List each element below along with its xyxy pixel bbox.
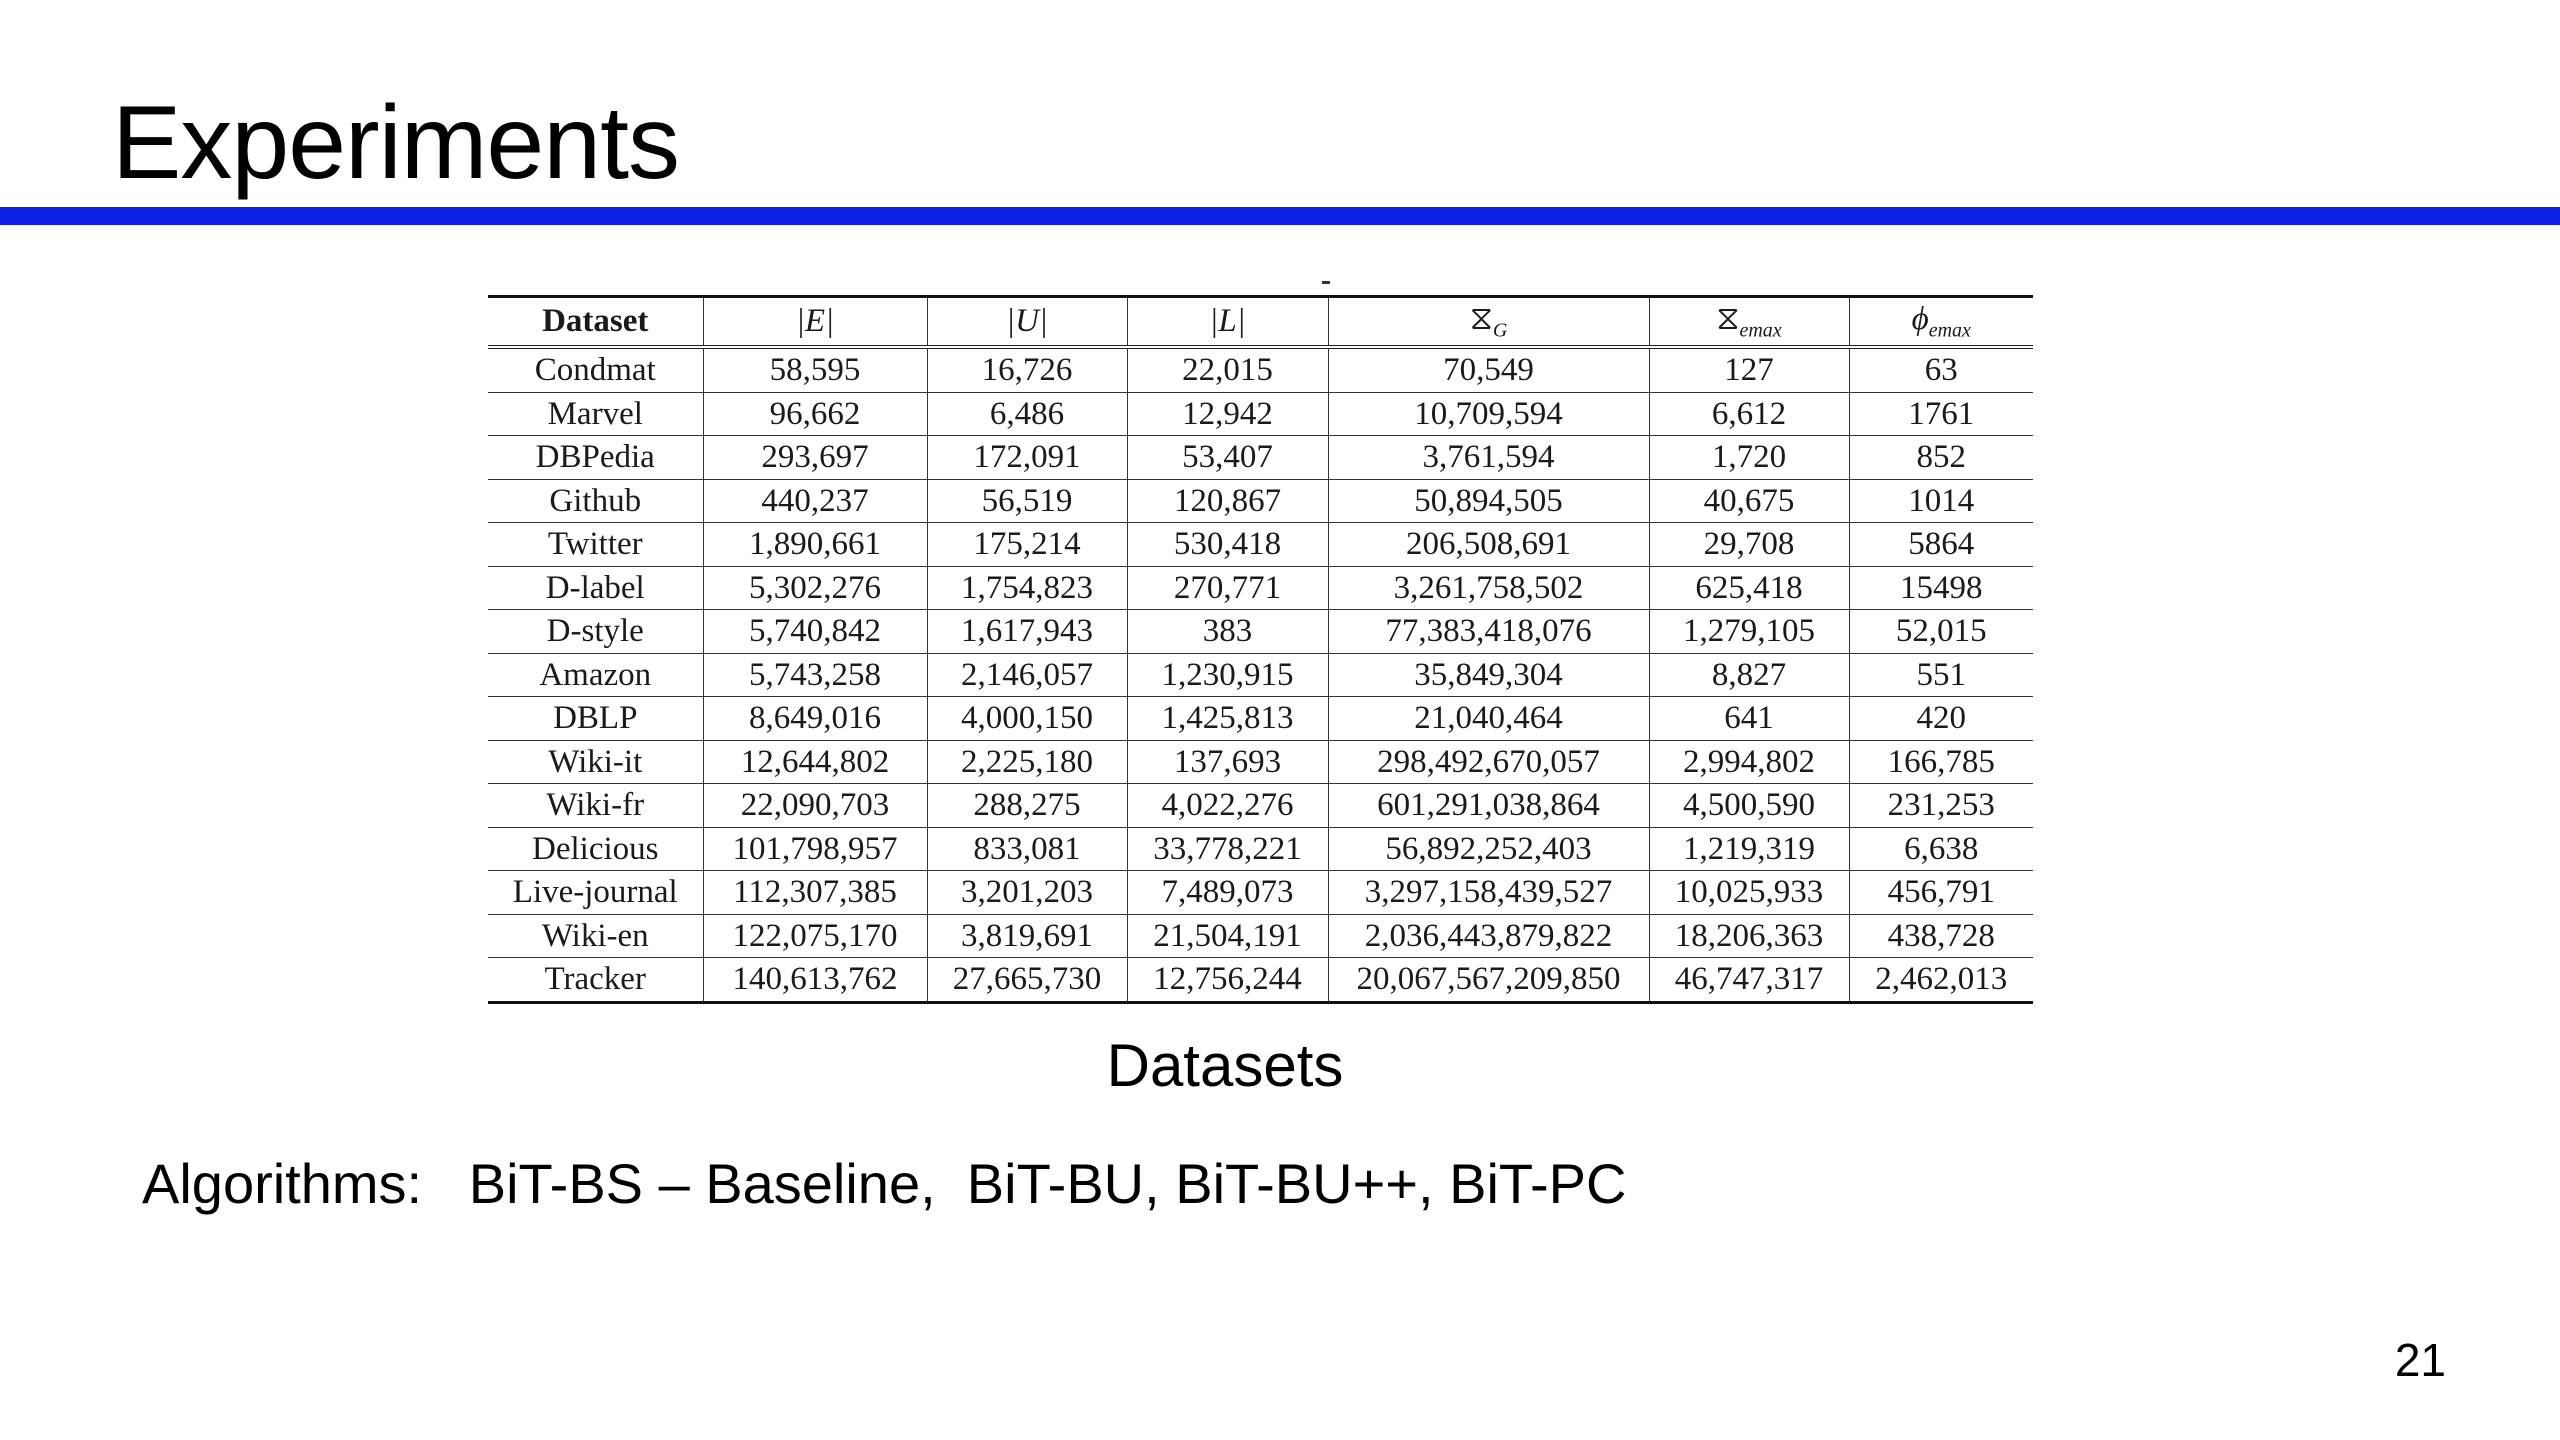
table-row <box>488 436 2033 480</box>
cell-lower-vertices: 137,693 <box>1127 740 1328 784</box>
cell-butterflies-emax: 641 <box>1649 697 1849 741</box>
cell-butterflies-graph: 21,040,464 <box>1328 697 1649 741</box>
table-row <box>488 347 2033 392</box>
cell-lower-vertices: 53,407 <box>1127 436 1328 480</box>
cell-dataset: Twitter <box>488 523 703 567</box>
cell-lower-vertices: 1,425,813 <box>1127 697 1328 741</box>
cell-upper-vertices: 27,665,730 <box>927 958 1127 1003</box>
cell-edges: 122,075,170 <box>703 914 927 958</box>
header-dataset: Dataset <box>488 297 703 348</box>
cell-butterflies-emax: 46,747,317 <box>1649 958 1849 1003</box>
cell-lower-vertices: 383 <box>1127 610 1328 654</box>
cell-upper-vertices: 4,000,150 <box>927 697 1127 741</box>
cell-lower-vertices: 530,418 <box>1127 523 1328 567</box>
cell-lower-vertices: 33,778,221 <box>1127 827 1328 871</box>
cell-edges: 8,649,016 <box>703 697 927 741</box>
cell-lower-vertices: 12,756,244 <box>1127 958 1328 1003</box>
cell-dataset: Amazon <box>488 653 703 697</box>
cell-dataset: Wiki-fr <box>488 784 703 828</box>
cell-upper-vertices: 1,617,943 <box>927 610 1127 654</box>
header-butterflies-emax: $⧖_{emax}$ <box>1649 297 1849 348</box>
cell-butterflies-graph: 3,297,158,439,527 <box>1328 871 1649 915</box>
cell-dataset: Delicious <box>488 827 703 871</box>
table-row <box>488 827 2033 871</box>
cell-phi-emax: 6,638 <box>1849 827 2033 871</box>
cell-lower-vertices: 22,015 <box>1127 347 1328 392</box>
cell-phi-emax: 1761 <box>1849 392 2033 436</box>
cell-dataset: Wiki-en <box>488 914 703 958</box>
cell-dataset: DBPedia <box>488 436 703 480</box>
cell-phi-emax: 456,791 <box>1849 871 2033 915</box>
table-row <box>488 784 2033 828</box>
cell-upper-vertices: 172,091 <box>927 436 1127 480</box>
cell-dataset: Condmat <box>488 347 703 392</box>
cell-lower-vertices: 4,022,276 <box>1127 784 1328 828</box>
cell-butterflies-emax: 8,827 <box>1649 653 1849 697</box>
datasets-table-container <box>488 295 2033 1004</box>
cell-upper-vertices: 16,726 <box>927 347 1127 392</box>
cell-dataset: D-style <box>488 610 703 654</box>
cell-edges: 22,090,703 <box>703 784 927 828</box>
table-row <box>488 914 2033 958</box>
cell-edges: 5,740,842 <box>703 610 927 654</box>
cell-butterflies-emax: 127 <box>1649 347 1849 392</box>
cell-butterflies-emax: 625,418 <box>1649 566 1849 610</box>
cell-butterflies-graph: 50,894,505 <box>1328 479 1649 523</box>
cell-dataset: D-label <box>488 566 703 610</box>
cell-phi-emax: 166,785 <box>1849 740 2033 784</box>
table-row <box>488 523 2033 567</box>
cell-phi-emax: 551 <box>1849 653 2033 697</box>
table-row <box>488 740 2033 784</box>
cell-butterflies-emax: 1,720 <box>1649 436 1849 480</box>
cell-butterflies-emax: 1,219,319 <box>1649 827 1849 871</box>
cell-upper-vertices: 1,754,823 <box>927 566 1127 610</box>
cell-phi-emax: 420 <box>1849 697 2033 741</box>
cell-dataset: Marvel <box>488 392 703 436</box>
table-row <box>488 392 2033 436</box>
header-upper-vertices: |U| <box>927 297 1127 348</box>
cell-lower-vertices: 21,504,191 <box>1127 914 1328 958</box>
cell-lower-vertices: 7,489,073 <box>1127 871 1328 915</box>
cell-edges: 101,798,957 <box>703 827 927 871</box>
cell-butterflies-graph: 3,261,758,502 <box>1328 566 1649 610</box>
cell-phi-emax: 438,728 <box>1849 914 2033 958</box>
cell-butterflies-emax: 10,025,933 <box>1649 871 1849 915</box>
table-top-mark <box>1322 281 1330 284</box>
table-row <box>488 610 2033 654</box>
algorithms-line: Algorithms: BiT-BS – Baseline, BiT-BU, BiT-BU++, BiT-PC <box>142 1152 1627 1215</box>
cell-dataset: DBLP <box>488 697 703 741</box>
cell-phi-emax: 5864 <box>1849 523 2033 567</box>
cell-edges: 140,613,762 <box>703 958 927 1003</box>
cell-upper-vertices: 3,819,691 <box>927 914 1127 958</box>
cell-edges: 440,237 <box>703 479 927 523</box>
cell-butterflies-emax: 4,500,590 <box>1649 784 1849 828</box>
cell-edges: 5,743,258 <box>703 653 927 697</box>
cell-butterflies-graph: 298,492,670,057 <box>1328 740 1649 784</box>
cell-butterflies-graph: 3,761,594 <box>1328 436 1649 480</box>
cell-upper-vertices: 288,275 <box>927 784 1127 828</box>
cell-upper-vertices: 2,146,057 <box>927 653 1127 697</box>
header-lower-vertices: |L| <box>1127 297 1328 348</box>
header-edges: |E| <box>703 297 927 348</box>
cell-upper-vertices: 833,081 <box>927 827 1127 871</box>
table-row <box>488 566 2033 610</box>
header-butterflies-graph: $⧖_G$ <box>1328 297 1649 348</box>
cell-phi-emax: 52,015 <box>1849 610 2033 654</box>
cell-lower-vertices: 1,230,915 <box>1127 653 1328 697</box>
cell-butterflies-graph: 70,549 <box>1328 347 1649 392</box>
cell-dataset: Wiki-it <box>488 740 703 784</box>
cell-phi-emax: 63 <box>1849 347 2033 392</box>
cell-butterflies-graph: 601,291,038,864 <box>1328 784 1649 828</box>
table-row <box>488 479 2033 523</box>
table-row <box>488 653 2033 697</box>
table-body <box>488 347 2033 1002</box>
cell-upper-vertices: 175,214 <box>927 523 1127 567</box>
cell-edges: 293,697 <box>703 436 927 480</box>
cell-edges: 96,662 <box>703 392 927 436</box>
cell-dataset: Live-journal <box>488 871 703 915</box>
cell-upper-vertices: 3,201,203 <box>927 871 1127 915</box>
cell-edges: 58,595 <box>703 347 927 392</box>
cell-lower-vertices: 120,867 <box>1127 479 1328 523</box>
cell-butterflies-emax: 2,994,802 <box>1649 740 1849 784</box>
cell-butterflies-graph: 206,508,691 <box>1328 523 1649 567</box>
cell-butterflies-emax: 29,708 <box>1649 523 1849 567</box>
cell-edges: 1,890,661 <box>703 523 927 567</box>
cell-butterflies-emax: 40,675 <box>1649 479 1849 523</box>
cell-butterflies-graph: 10,709,594 <box>1328 392 1649 436</box>
table-row <box>488 697 2033 741</box>
cell-phi-emax: 15498 <box>1849 566 2033 610</box>
header-phi-emax: $\phi_{emax}$ <box>1849 297 2033 348</box>
cell-edges: 12,644,802 <box>703 740 927 784</box>
slide-title: Experiments <box>112 85 679 201</box>
cell-butterflies-graph: 35,849,304 <box>1328 653 1649 697</box>
cell-lower-vertices: 270,771 <box>1127 566 1328 610</box>
table-row <box>488 958 2033 1003</box>
cell-dataset: Tracker <box>488 958 703 1003</box>
cell-butterflies-graph: 77,383,418,076 <box>1328 610 1649 654</box>
cell-phi-emax: 2,462,013 <box>1875 961 2008 998</box>
cell-edges: 5,302,276 <box>703 566 927 610</box>
cell-lower-vertices: 12,942 <box>1127 392 1328 436</box>
cell-butterflies-graph: 56,892,252,403 <box>1328 827 1649 871</box>
page-number: 21 <box>2394 1334 2446 1386</box>
cell-phi-emax: 852 <box>1849 436 2033 480</box>
table-row <box>488 871 2033 915</box>
cell-butterflies-emax: 18,206,363 <box>1649 914 1849 958</box>
cell-butterflies-graph: 2,036,443,879,822 <box>1328 914 1649 958</box>
cell-butterflies-emax: 6,612 <box>1649 392 1849 436</box>
cell-edges: 112,307,385 <box>703 871 927 915</box>
title-underline-bar <box>0 207 2560 225</box>
cell-butterflies-graph: 20,067,567,209,850 <box>1328 958 1649 1003</box>
cell-butterflies-emax: 1,279,105 <box>1649 610 1849 654</box>
cell-phi-emax: 231,253 <box>1849 784 2033 828</box>
cell-upper-vertices: 2,225,180 <box>927 740 1127 784</box>
table-header-row <box>488 297 2033 348</box>
cell-dataset: Github <box>488 479 703 523</box>
table-caption: Datasets <box>1106 1032 1344 1099</box>
cell-upper-vertices: 6,486 <box>927 392 1127 436</box>
datasets-table <box>488 295 2033 1004</box>
cell-upper-vertices: 56,519 <box>927 479 1127 523</box>
cell-phi-emax: 1014 <box>1849 479 2033 523</box>
